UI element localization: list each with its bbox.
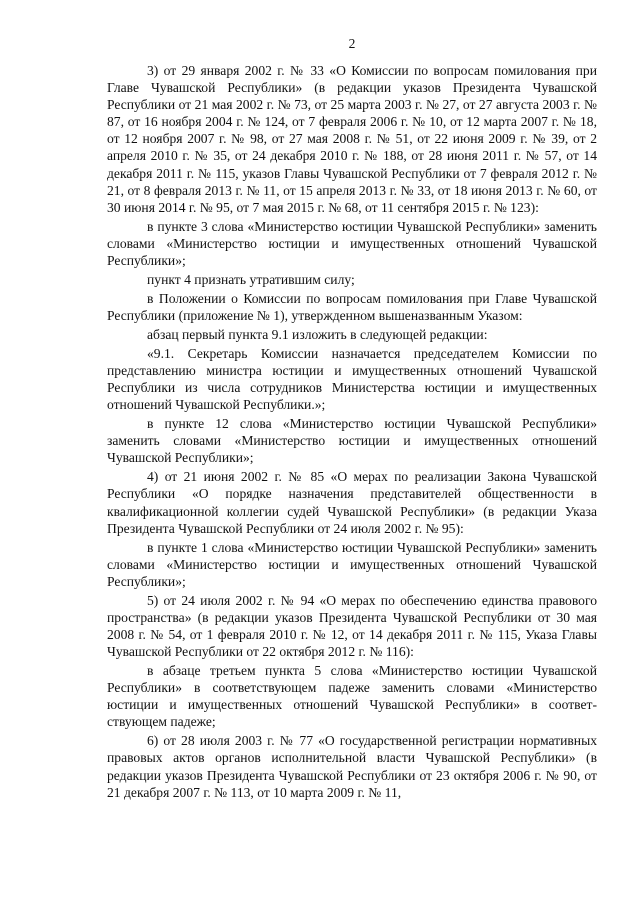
page-number: 2 — [348, 36, 356, 51]
document-paragraph: 3) от 29 января 2002 г. № 33 «О Комиссии по вопросам помилования при Главе Чувашской Республики» (в редакции указов Президента Чувашской Республики от 21 мая 2002 г. № 73, от 25 марта 2003 г. № 27, от 27 августа 2003 г. № 87, от 16 ноября 2004 г. № 124, от 7 февраля 2006 г. № 10, от 12 марта 2007 г. № 18, от 12 ноября 2007 г. № 98, от 27 мая 2008 г. № 51, от 22 июня 2009 г. № 39, от 2 апреля 2010 г. № 35, от 24 декабря 2010 г. № 188, от 28 июня 2011 г. № 57, от 14 декабря 2011 г. № 115, указов Главы Чувашской Республики от 7 февраля 2012 г. № 21, от 8 февраля 2013 г. № 11, от 15 апреля 2013 г. № 33, от 18 июня 2013 г. № 60, от 30 июня 2014 г. № 95, от 7 мая 2015 г. № 68, от 11 сентября 2015 г. № 123): — [107, 63, 597, 215]
document-paragraph: абзац первый пункта 9.1 изложить в следующей редакции: — [147, 326, 488, 342]
document-paragraph: 4) от 21 июня 2002 г. № 85 «О мерах по реализации Закона Чувашской Республики «О порядке назначения представителей общественности в квалификационной коллегии судей Чувашской Республики» (в редакции Указа Президента Чувашской Республики от 24 июля 2002 г. № 95): — [107, 469, 597, 536]
document-paragraph: в абзаце третьем пункта 5 слова «Министерство юстиции Чувашской Республики» в соответствующем падеже заменить словами «Министерство юстиции и имущественных отношений Чувашской Республики» в соответствующем падеже; — [107, 663, 597, 730]
document-paragraph: в пункте 1 слова «Министерство юстиции Чувашской Республики» заменить словами «Министерство юстиции и имущественных отношений Чувашской Республики»; — [107, 539, 597, 589]
document-paragraph: «9.1. Секретарь Комиссии назначается председателем Комиссии по представлению министра юстиции и имущественных отношений Чувашской Республики из числа сотрудников Министерства юстиции и имущественных отношений Чувашской Республики.»; — [107, 345, 597, 413]
document-paragraph: в пункте 3 слова «Министерство юстиции Чувашской Республики» заменить словами «Министерство юстиции и имущественных отношений Чувашской Республики»; — [107, 218, 597, 268]
document-paragraph: 6) от 28 июля 2003 г. № 77 «О государственной регистрации нормативных правовых актов органов исполнительной власти Чувашской Республики» (в редакции указов Президента Чувашской Республики от 23 октября 2006 г. № 90, от 21 декабря 2007 г. № 113, от 10 марта 2009 г. № 11, — [107, 733, 597, 800]
document-body — [107, 62, 597, 801]
document-paragraph: в пункте 12 слова «Министерство юстиции Чувашской Республики» заменить словами «Министерство юстиции и имущественных отношений Чувашской Республики»; — [107, 416, 597, 466]
document-paragraph: 5) от 24 июля 2002 г. № 94 «О мерах по обеспечению единства правового пространства» (в редакции указов Президента Чувашской Республики от 30 мая 2008 г. № 54, от 1 февраля 2010 г. № 12, от 14 декабря 2011 г. № 115, Указа Главы Чувашской Республики от 22 октября 2012 г. № 116): — [107, 592, 597, 660]
document-paragraph: пункт 4 признать утратившим силу; — [147, 271, 355, 287]
document-paragraph: в Положении о Комиссии по вопросам помилования при Главе Чувашской Республики (приложение № 1), утвержденном вышеназванным Указом: — [107, 290, 597, 323]
